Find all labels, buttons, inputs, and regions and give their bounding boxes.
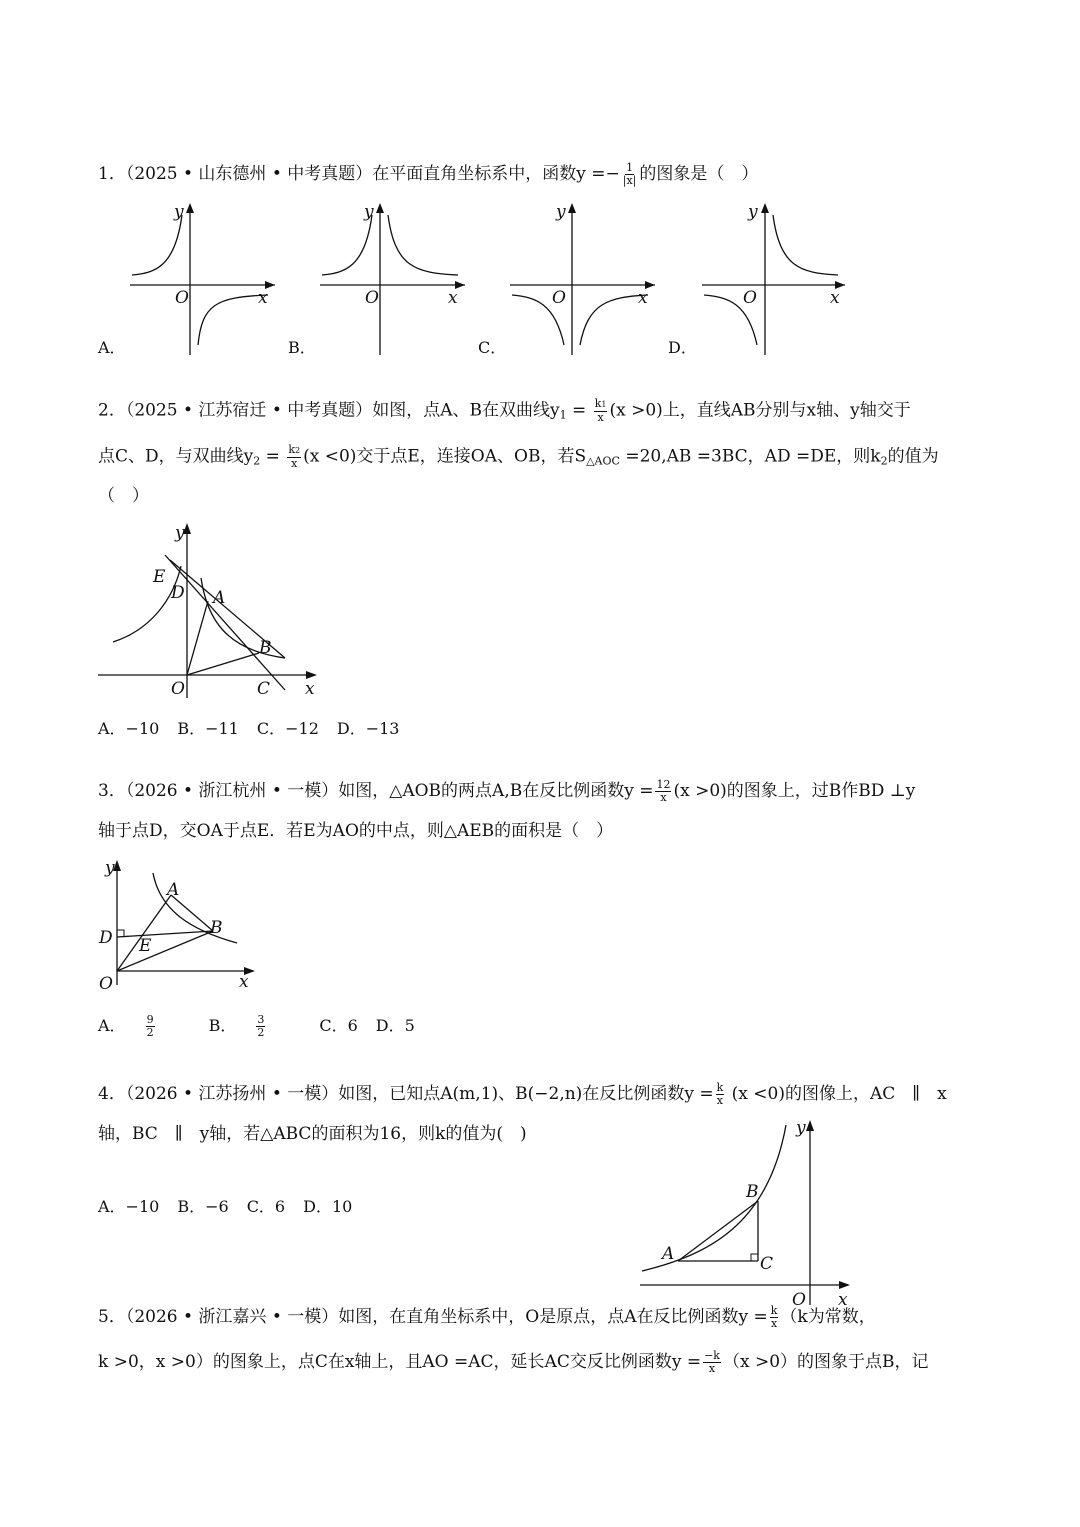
q2-e-label: E (153, 567, 166, 587)
q1-fraction: $\frac{1}{|x|}$ (622, 161, 637, 187)
q4-b-label: B (746, 1182, 759, 1202)
q2-y1-sub: 1 (559, 408, 567, 422)
q1c-y-label: y (556, 202, 566, 222)
q1-stem (98, 162, 758, 187)
q2-d-label: D (171, 583, 185, 603)
q5-text-2a: k >0，x >0）的图象上，点C在x轴上，且AO =AC，延长AC交反比例函数y = (98, 1352, 702, 1372)
q4-figure (638, 1115, 863, 1310)
q4-x-label: x (838, 1290, 848, 1310)
q1-option-d-label: D． (668, 338, 697, 357)
q2-text-1a: 如图，点A、B在双曲线y (372, 400, 560, 421)
q3-source: （2026 • 浙江杭州 • 一模） (125, 781, 339, 801)
q2-k2-fraction: $\frac{k2}{x}$ (288, 443, 301, 470)
q4-answers (98, 1194, 370, 1217)
q2-b-label: B (259, 638, 272, 658)
q2-text-2b: (x <0)交于点E，连接OA、OB，若S (303, 446, 587, 467)
q3-stem-line1 (98, 779, 915, 804)
q3-fraction: $\frac{12}{x}$ (656, 778, 671, 804)
q3-a-label: A (167, 880, 180, 900)
q5-stem-line1 (98, 1305, 876, 1330)
q1-option-graphs (90, 195, 870, 365)
q2-s-sub: △AOC (586, 454, 620, 468)
q1b-origin-label: O (365, 288, 379, 308)
q4-number: 4． (98, 1084, 126, 1104)
q2-answer-b[interactable]: B．−11 (177, 719, 239, 738)
q3-o-label: O (99, 974, 113, 994)
q4-text-1a: 如图，已知点A(m,1)、B(−2,n)在反比例函数y = (338, 1084, 714, 1104)
q4-text-1b: (x <0)的图像上，AC ∥ x (726, 1084, 947, 1104)
q4-c-label: C (760, 1254, 774, 1274)
q2-y2-sub: 2 (253, 454, 261, 468)
q4-answer-d[interactable]: D．10 (303, 1197, 353, 1216)
q2-stem-line2 (98, 444, 939, 474)
q2-k1-fraction: $\frac{k1}{x}$ (594, 397, 607, 424)
q2-figure (95, 518, 335, 703)
q4-answer-a[interactable]: A．−10 (98, 1197, 160, 1216)
q2-text-2d: 的值为 (887, 446, 939, 467)
q2-eq1: = (566, 400, 592, 421)
q2-source: （2025 • 江苏宿迁 • 中考真题） (125, 400, 373, 421)
q1-number: 1． (98, 164, 126, 184)
q2-answer-c[interactable]: C．−12 (256, 719, 319, 738)
q3-y-label: y (105, 858, 115, 878)
q2-text-2a: 点C、D，与双曲线y (98, 446, 254, 467)
q4-fraction: $\frac{k}{x}$ (716, 1081, 724, 1107)
q3-figure (95, 855, 265, 995)
q5-text-1a: 如图，在直角坐标系中，O是原点，点A在反比例函数y = (338, 1307, 768, 1327)
q1-source: （2025 • 山东德州 • 中考真题） (125, 164, 373, 184)
q1d-y-label: y (748, 202, 758, 222)
q3-text-1b: (x >0)的图象上，过B作BD ⊥y (673, 781, 916, 801)
q1d-x-label: x (830, 288, 840, 308)
q2-number: 2． (98, 400, 126, 421)
q5-source: （2026 • 浙江嘉兴 • 一模） (125, 1307, 339, 1327)
q5-fraction-2: $\frac{-k}{x}$ (704, 1349, 720, 1375)
q2-stem-line1 (98, 398, 911, 428)
q3-number: 3． (98, 781, 126, 801)
q1a-x-label: x (258, 288, 268, 308)
q3-x-label: x (239, 972, 249, 992)
q2-x-label: x (305, 679, 315, 699)
q1a-origin-label: O (175, 288, 189, 308)
q1b-x-label: x (448, 288, 458, 308)
q1-text-b: 的图象是（ ） (639, 164, 759, 184)
q2-text-2c: =20,AB =3BC，AD =DE，则k (619, 446, 881, 467)
q2-o-label: O (171, 679, 185, 699)
q2-answer-d[interactable]: D．−13 (336, 719, 400, 738)
q4-a-label: A (662, 1244, 675, 1264)
q4-stem-line1 (98, 1082, 947, 1107)
q2-text-1b: (x >0)上，直线AB分别与x轴、y轴交于 (609, 400, 911, 421)
q2-c-label: C (257, 679, 271, 699)
q3-text-1a: 如图，△AOB的两点A,B在反比例函数y = (338, 781, 654, 801)
q3-answer-a[interactable]: A． $\frac{9}{2}$ (98, 1013, 154, 1039)
q3-answer-d[interactable]: D．5 (375, 1016, 415, 1035)
q1-graph-b (288, 202, 465, 357)
q4-o-label: O (792, 1290, 806, 1310)
q2-k2-sub: 2 (880, 454, 888, 468)
q1-func-prefix: y =− (576, 164, 620, 184)
q2-stem-line3: （ ） (98, 486, 149, 506)
q1-graph-a (97, 202, 275, 357)
q4-stem-line2: 轴，BC ∥ y轴，若△ABC的面积为16，则k的值为( ) (98, 1124, 527, 1144)
q1-graph-c (478, 202, 655, 357)
q4-y-label: y (796, 1118, 806, 1138)
q1d-origin-label: O (743, 288, 757, 308)
q2-y-label: y (175, 523, 185, 543)
q5-text-2b: （x >0）的图象于点B，记 (722, 1352, 929, 1372)
q2-answer-a[interactable]: A．−10 (98, 719, 160, 738)
q5-number: 5． (98, 1307, 126, 1327)
q1c-origin-label: O (552, 288, 566, 308)
q3-e-label: E (139, 936, 152, 956)
q1-option-b-label: B． (288, 338, 316, 357)
q2-a-label: A (213, 588, 226, 608)
q5-fraction-1: $\frac{k}{x}$ (770, 1304, 778, 1330)
q4-source: （2026 • 江苏扬州 • 一模） (125, 1084, 339, 1104)
q5-text-1b: （k为常数， (780, 1307, 876, 1327)
q3-answer-b[interactable]: B． $\frac{3}{2}$ (208, 1013, 265, 1039)
q1-text-a: 在平面直角坐标系中，函数 (372, 164, 577, 184)
q1b-y-label: y (364, 202, 374, 222)
q5-stem-line2 (98, 1350, 929, 1375)
q3-d-label: D (99, 928, 113, 948)
q4-answer-c[interactable]: C．6 (246, 1197, 286, 1216)
q4-answer-b[interactable]: B．−6 (177, 1197, 229, 1216)
q1c-x-label: x (638, 288, 648, 308)
q1-option-c-label: C． (478, 338, 507, 357)
q3-stem-line2: 轴于点D，交OA于点E．若E为AO的中点，则△AEB的面积是（ ） (98, 821, 614, 841)
q1-graph-d (668, 202, 845, 357)
q1a-y-label: y (174, 202, 184, 222)
q3-answers (98, 1013, 433, 1039)
q3-b-label: B (210, 918, 223, 938)
q2-eq2: = (260, 446, 286, 467)
q3-answer-c[interactable]: C．6 (319, 1016, 358, 1035)
q1-option-a-label: A． (98, 338, 126, 357)
q2-answers (98, 716, 417, 739)
